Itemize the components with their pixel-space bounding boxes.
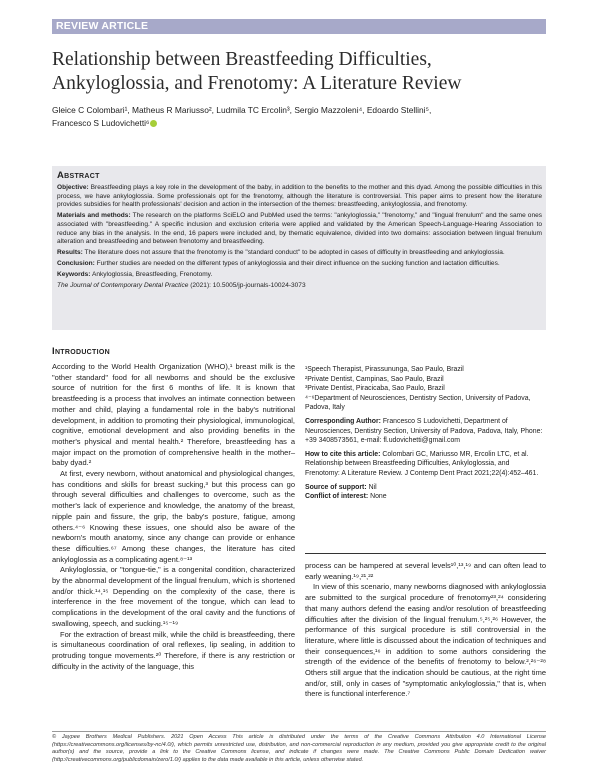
introduction-heading: Introduction: [52, 346, 110, 357]
author-list: [52, 104, 547, 129]
column-divider-rule: [305, 553, 546, 554]
orcid-icon[interactable]: [150, 120, 157, 127]
footer-rule: [52, 731, 546, 732]
abstract-journal: The Journal of Contemporary Dental Practice (2021): 10.5005/jp-journals-10024-3073: [57, 281, 306, 289]
affiliation-1: ¹Speech Therapist, Pirassununga, Sao Paulo, Brazil: [305, 366, 464, 373]
conflict-of-interest: Conflict of interest: None: [305, 493, 387, 501]
author-line-1: Gleice C Colombari¹, Matheus R Mariusso², Ludmila TC Ercolin³, Sergio Mazzoleni⁴, Edoardo Stellini⁵,: [52, 105, 432, 115]
article-title: Relationship between Breastfeeding Difficulties, Ankyloglossia, and Frenotomy: A Literature Review: [52, 49, 462, 94]
abstract-methods: Materials and methods: The research on the platforms SciELO and PubMed used the terms: "ankyloglossia," "frenotomy," and "lingual frenulum" and the same ones associated with "breastfeeding." A specific inclusion and exclusion criteria were applied and validated by the American Speech-Language-Hearing Association to reduce any bias in the analysis. In the end, 16 papers were included and, by thematic equivalence, divided into two domains: association between lingual frenulum alteration and breastfeeding and between frenotomy and breastfeeding.: [57, 212, 542, 246]
abstract-keywords: Keywords: Ankyloglossia, Breastfeeding, Frenotomy.: [57, 271, 213, 279]
affiliation-3: ³Private Dentist, Piracicaba, Sao Paulo, Brazil: [305, 385, 445, 393]
intro-paragraph-3: Ankyloglossia, or "tongue-tie," is a congenital condition, characterized by the abnormal development of the lingual frenulum, which is shortened and/or thick.¹⁴,¹⁵ Depending on the complexity of the case, there is interference in the free movement of the tongue, which can lead to complications in the development of the oral cavity and the functions of swallowing, speech, and sucking.¹⁵⁻¹⁹: [52, 565, 295, 628]
abstract-results: Results: The literature does not assure that the frenotomy is the "standard conduct" to be adopted in cases of difficulty in breastfeeding and ankyloglossia.: [57, 249, 505, 257]
intro-paragraph-4: For the extraction of breast milk, while the child is breastfeeding, there is simultaneous coordination of oral reflexes, lip sealing, in addition to protruding tongue movements.²⁰ Therefore, if there is any restriction or difficulty in the activity of the language, this: [52, 629, 295, 671]
abstract-box: [52, 166, 546, 330]
abstract-conclusion: Conclusion: Further studies are needed on the different types of ankyloglossia and their direct influence on the sucking function and lactation difficulties.: [57, 260, 500, 268]
introduction-left-column: [52, 362, 295, 672]
license-footer: © Jaypee Brothers Medical Publishers. 2021 Open Access This article is distributed under the terms of the Creative Commons Attribution 4.0 International License (https://creativecommons.org/licenses/by-nc/4.0/), which permits unrestricted use, distribution, and non-commercial reproduction in any medium, provided you give appropriate credit to the original author(s) and the source, provide a link to the Creative Commons license, and indicate if changes were made. The Creative Commons Public Domain Dedication waiver (http://creativecommons.org/publicdomain/zero/1.0/) applies to the data made available in this article, unless otherwise stated.: [52, 734, 546, 763]
abstract-objective: Objective: Breastfeeding plays a key role in the development of the baby, in addition to the benefits to the mother and this dyad. Among the possible difficulties in this process, we have ankyloglossia. Some professionals opt for the frenotomy, although the literature is controversial. This paper aims to present how the literature provides subsidies for health professionals' decision and action in the intersection of the themes: breastfeeding, ankyloglossia, and frenotomy.: [57, 184, 542, 209]
introduction-right-column: [305, 561, 546, 700]
intro-paragraph-1: According to the World Health Organization (WHO),¹ breast milk is the "other standard" food for all newborns and should be the exclusive source of nutrition for the first 6 months of life. It is known that breastfeeding is a process that involves an intimate connection between mother and child, playing a fundamental role in the baby's nutritional development, in addition to promoting their physiological, immunological, cognitive, emotional development and also providing benefits in the mother's physical and mental health.² Therefore, breastfeeding has a major impact on the promotion of comprehensive health in the mother–baby dyad.²: [52, 362, 295, 468]
right-paragraph-1: process can be hampered at several levels¹⁰,¹³,¹⁹ and can often lead to early weaning.¹⁹,²¹,²²: [305, 561, 546, 581]
article-type-banner: [52, 19, 546, 34]
affiliation-4: ⁴⁻⁶Department of Neurosciences, Dentistry Section, University of Padova, Padova, Italy: [305, 394, 531, 412]
corresponding-author: Corresponding Author: Francesco S Ludovichetti, Department of Neurosciences, Dentistry Section, University of Padova, Padova, Italy, Phone: +39 3408573561, e-mail: fl.udovichetti@gmail.com: [305, 417, 543, 445]
source-of-support: Source of support: Nil: [305, 483, 377, 491]
intro-paragraph-2: At first, every newborn, without anatomical and physiological changes, has conditions and skills for breast sucking,³ but this process can go through several difficulties and challenges to overcome, such as the mother's lack of experience and knowledge, the anatomy of the breast, nipple pain and fissure, the grip, the baby's posture, fatigue, among others.⁴⁻⁶ Knowing these issues, one should also be aware of the newborn's mouth anatomy, since any change can provide or enhance these difficulties.⁶⁷ Among these changes, the literature has cited ankyloglossia as a complicating agent.⁸⁻¹³: [52, 469, 295, 564]
abstract-heading: Abstract: [57, 170, 100, 181]
how-to-cite: How to cite this article: Colombari GC, Mariusso MR, Ercolin LTC, et al. Relationship between Breastfeeding Difficulties, Ankyloglossia, and Frenotomy: A Literature Review. J Contemp Dent Pract 2021;22(4):452–461.: [305, 450, 539, 477]
abstract-content: [57, 184, 542, 293]
affiliation-2: ²Private Dentist, Campinas, Sao Paulo, Brazil: [305, 375, 444, 383]
article-info-block: [305, 365, 546, 502]
right-paragraph-2: In view of this scenario, many newborns diagnosed with ankyloglossia are submitted to the surgical procedure of frenotomy²³,²⁴ considering that many authors defend the easing and/or resolution of breastfeeding difficulties after the division of the lingual frenulum.⁵,²⁵,²⁶ However, the performance of this surgical procedure is still controversial in the literature, where little is discussed about the indication of techniques and their consequences,¹⁶ in addition to some authors considering the strength of the evidence of the benefits of frenotomy to below.²,²⁶⁻²⁸ Others still argue that the indication should be cautious, at the right time and/or, still, only in cases of "symptomatic ankyloglossia," that is, when there is functional interference.⁷: [305, 582, 546, 699]
article-type-label: REVIEW ARTICLE: [56, 20, 149, 32]
author-line-2: Francesco S Ludovichetti⁶: [52, 117, 547, 130]
